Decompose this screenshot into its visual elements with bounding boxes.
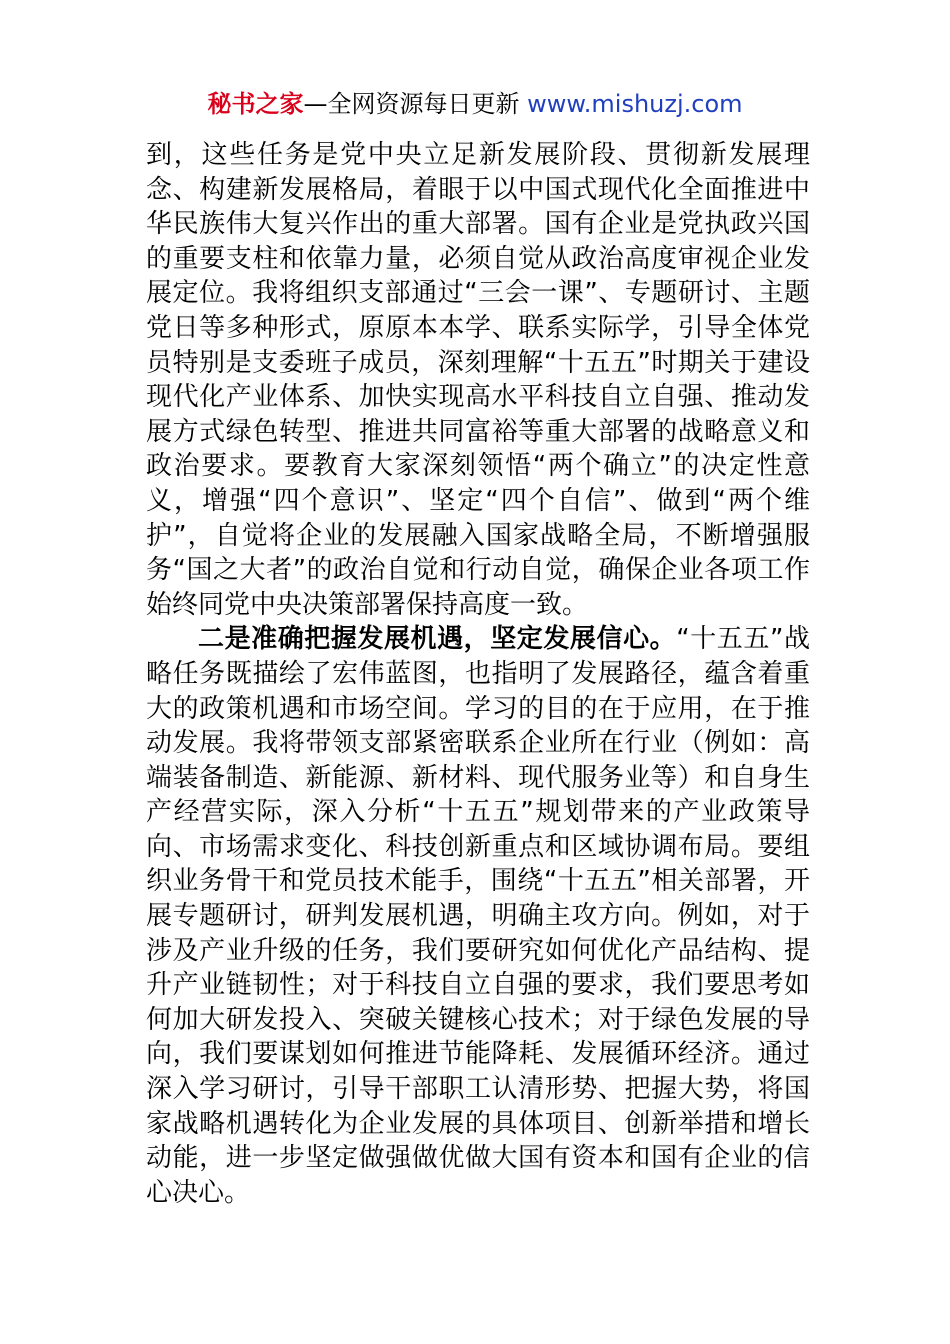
brand-name: 秘书之家: [207, 90, 304, 118]
website-url[interactable]: www.mishuzj.com: [527, 90, 743, 118]
header-slogan: —全网资源每日更新: [303, 90, 528, 118]
page-header: [0, 88, 950, 120]
paragraph-continuation: 到，这些任务是党中央立足新发展阶段、贯彻新发展理念、构建新发展格局，着眼于以中国式现代化全面推进中华民族伟大复兴作出的重大部署。国有企业是党执政兴国的重要支柱和依靠力量，必须自觉从政治高度审视企业发展定位。我将组织支部通过“三会一课”、专题研讨、主题党日等多种形式，原原本本学、联系实际学，引导全体党员特别是支委班子成员，深刻理解“十五五”时期关于建设现代化产业体系、加快实现高水平科技自立自强、推动发展方式绿色转型、推进共同富裕等重大部署的战略意义和政治要求。要教育大家深刻领悟“两个确立”的决定性意义，增强“四个意识”、坚定“四个自信”、做到“两个维护”，自觉将企业的发展融入国家战略全局，不断增强服务“国之大者”的政治自觉和行动自觉，确保企业各项工作始终同党中央决策部署保持高度一致。: [146, 140, 810, 620]
document-body: [146, 138, 810, 1210]
paragraph-body: “十五五”战略任务既描绘了宏伟蓝图，也指明了发展路径，蕴含着重大的政策机遇和市场空间。学习的目的在于应用，在于推动发展。我将带领支部紧密联系企业所在行业（例如：高端装备制造、新能源、新材料、现代服务业等）和自身生产经营实际，深入分析“十五五”规划带来的产业政策导向、市场需求变化、科技创新重点和区域协调布局。要组织业务骨干和党员技术能手，围绕“十五五”相关部署，开展专题研讨，研判发展机遇，明确主攻方向。例如，对于涉及产业升级的任务，我们要研究如何优化产品结构、提升产业链韧性；对于科技自立自强的要求，我们要思考如何加大研发投入、突破关键核心技术；对于绿色发展的导向，我们要谋划如何推进节能降耗、发展循环经济。通过深入学习研讨，引导干部职工认清形势、把握大势，将国家战略机遇转化为企业发展的具体项目、创新举措和增长动能，进一步坚定做强做优做大国有资本和国有企业的信心决心。: [146, 624, 810, 1208]
paragraph-heading: 二是准确把握发展机遇，坚定发展信心。: [198, 624, 677, 655]
paragraph-opportunity: [146, 622, 810, 1210]
